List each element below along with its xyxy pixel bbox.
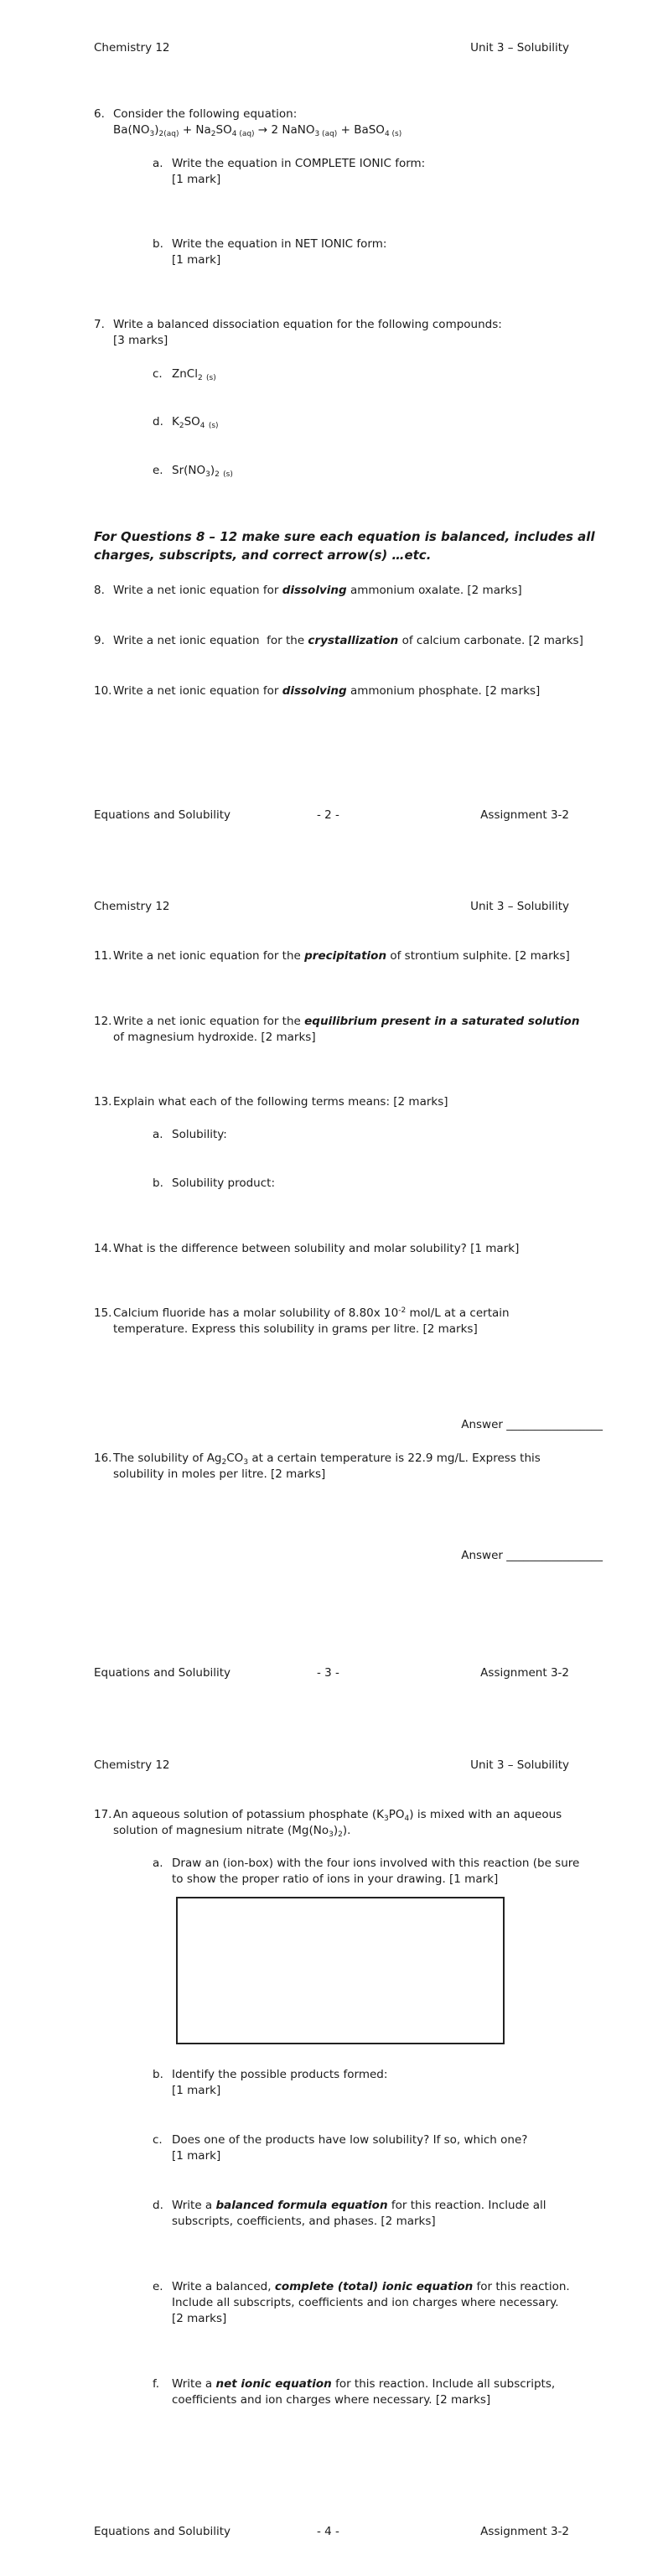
page2-header-unit: Unit 3 – Solubility (470, 41, 569, 55)
q13-number: 13. (94, 1095, 112, 1109)
q14-text: What is the difference between solubility and molar solubility? [1 mark] (113, 1242, 520, 1255)
q6a-label: a. (153, 157, 163, 170)
ion-box-drawing-area[interactable] (176, 1897, 505, 2044)
page3-header-unit: Unit 3 – Solubility (470, 900, 569, 913)
q12-text-line2: of magnesium hydroxide. [2 marks] (113, 1031, 316, 1044)
q17d-text: Write a balanced formula equation for this reaction. Include all (172, 2199, 546, 2212)
page2-footer-number: - 2 - (317, 808, 339, 822)
q7e-formula: $Sr(NO_3)_2$ $_{(s)}$ (172, 464, 233, 479)
q17-text: An aqueous solution of potassium phosphate $(K_3PO_4)$ is mixed with an aqueous (113, 1808, 562, 1823)
q7-number: 7. (94, 318, 105, 331)
q7c-formula: ZnCl$_2$ $_{(s)}$ (172, 367, 216, 382)
q17a-label: a. (153, 1857, 163, 1870)
page2-footer-title: Equations and Solubility (94, 808, 231, 822)
q17c-text: Does one of the products have low solubility? If so, which one? (172, 2133, 528, 2147)
q7d-formula: $K_2SO_4$ $_{(s)}$ (172, 415, 219, 430)
q17e-label: e. (153, 2280, 163, 2293)
page4-header-unit: Unit 3 – Solubility (470, 1758, 569, 1772)
page4-footer-assignment: Assignment 3-2 (480, 2525, 569, 2538)
q9-text: Write a net ionic equation for the crystallization of calcium carbonate. [2 marks] (113, 634, 583, 647)
q15-number: 15. (94, 1306, 112, 1320)
q10-text: Write a net ionic equation for dissolving ammonium phosphate. [2 marks] (113, 684, 541, 698)
q17f-text-line2: coefficients and ion charges where necessary. [2 marks] (172, 2393, 491, 2407)
q6a-mark: [1 mark] (172, 173, 221, 186)
q16-text-line2: solubility in moles per litre. [2 marks] (113, 1467, 326, 1481)
page4-footer-number: - 4 - (317, 2525, 339, 2538)
q9-number: 9. (94, 634, 105, 647)
q7d-label: d. (153, 415, 163, 428)
q16-number: 16. (94, 1452, 112, 1465)
q15-answer-line[interactable]: Answer _________________ (461, 1418, 603, 1431)
page3-header-title: Chemistry 12 (94, 900, 170, 913)
q13a-label: a. (153, 1128, 163, 1141)
q7-text: Write a balanced dissociation equation for the following compounds: (113, 318, 502, 331)
q6-number: 6. (94, 107, 105, 121)
page2-footer-assignment: Assignment 3-2 (480, 808, 569, 822)
page2-header-title: Chemistry 12 (94, 41, 170, 55)
q17f-label: f. (153, 2377, 160, 2391)
page4-footer-title: Equations and Solubility (94, 2525, 231, 2538)
q17c-label: c. (153, 2133, 163, 2147)
page3-footer-number: - 3 - (317, 1666, 339, 1680)
q6b-label: b. (153, 237, 163, 251)
q10-number: 10. (94, 684, 112, 698)
q8-text: Write a net ionic equation for dissolving ammonium oxalate. [2 marks] (113, 584, 522, 597)
q7-mark: [3 marks] (113, 334, 168, 347)
q17-number: 17. (94, 1808, 112, 1821)
q6-equation: $Ba(NO_3)_{2(aq)} + Na_2SO_{4 (aq)} \to 2$ NaNO$_{3 (aq)}$ + BaSO$_{4 (s)}$ (113, 123, 402, 138)
q17c-mark: [1 mark] (172, 2149, 221, 2163)
q12-text: Write a net ionic equation for the equilibrium present in a saturated solution (113, 1015, 580, 1028)
q11-text: Write a net ionic equation for the precipitation of strontium sulphite. [2 marks] (113, 949, 570, 963)
q17b-mark: [1 mark] (172, 2084, 221, 2097)
q14-number: 14. (94, 1242, 112, 1255)
q6-text: Consider the following equation: (113, 107, 298, 121)
q7e-label: e. (153, 464, 163, 477)
q17d-label: d. (153, 2199, 163, 2212)
q17d-text-line2: subscripts, coefficients, and phases. [2 marks] (172, 2215, 436, 2228)
q6b-text: Write the equation in NET IONIC form: (172, 237, 387, 251)
q8-number: 8. (94, 584, 105, 597)
q15-text-line2: temperature. Express this solubility in grams per litre. [2 marks] (113, 1322, 478, 1336)
q17b-text: Identify the possible products formed: (172, 2068, 388, 2081)
q13-text: Explain what each of the following terms means: [2 marks] (113, 1095, 448, 1109)
q16-answer-line[interactable]: Answer _________________ (461, 1549, 603, 1562)
q13b-text: Solubility product: (172, 1176, 276, 1190)
page4-header-title: Chemistry 12 (94, 1758, 170, 1772)
page3-footer-assignment: Assignment 3-2 (480, 1666, 569, 1680)
q17b-label: b. (153, 2068, 163, 2081)
q6b-mark: [1 mark] (172, 253, 221, 267)
q6a-text: Write the equation in COMPLETE IONIC form: (172, 157, 426, 170)
q11-number: 11. (94, 949, 112, 963)
q17a-text: Draw an (ion-box) with the four ions involved with this reaction (be sure (172, 1857, 580, 1870)
q17e-text-line2: Include all subscripts, coefficients and ion charges where necessary. (172, 2296, 559, 2309)
q7c-label: c. (153, 367, 163, 381)
q13b-label: b. (153, 1176, 163, 1190)
q13a-text: Solubility: (172, 1128, 227, 1141)
q17-text-line2: solution of magnesium nitrate $(Mg(No_3)_2)$. (113, 1824, 351, 1839)
q17e-mark: [2 marks] (172, 2312, 227, 2325)
q15-text: Calcium fluoride has a molar solubility of 8.80x $10^{-2}$ mol/L at a certain (113, 1306, 510, 1320)
q17a-text-line2: to show the proper ratio of ions in your drawing. [1 mark] (172, 1872, 499, 1886)
page3-footer-title: Equations and Solubility (94, 1666, 231, 1680)
instruction-line-2: charges, subscripts, and correct arrow(s) …etc. (94, 548, 432, 563)
q17e-text: Write a balanced, complete (total) ionic equation for this reaction. (172, 2280, 570, 2293)
q17f-text: Write a net ionic equation for this reaction. Include all subscripts, (172, 2377, 556, 2391)
q16-text: The solubility of $Ag_2CO_3$ at a certain temperature is 22.9 mg/L. Express this (113, 1452, 541, 1467)
q12-number: 12. (94, 1015, 112, 1028)
instruction-line-1: For Questions 8 – 12 make sure each equation is balanced, includes all (94, 529, 595, 544)
